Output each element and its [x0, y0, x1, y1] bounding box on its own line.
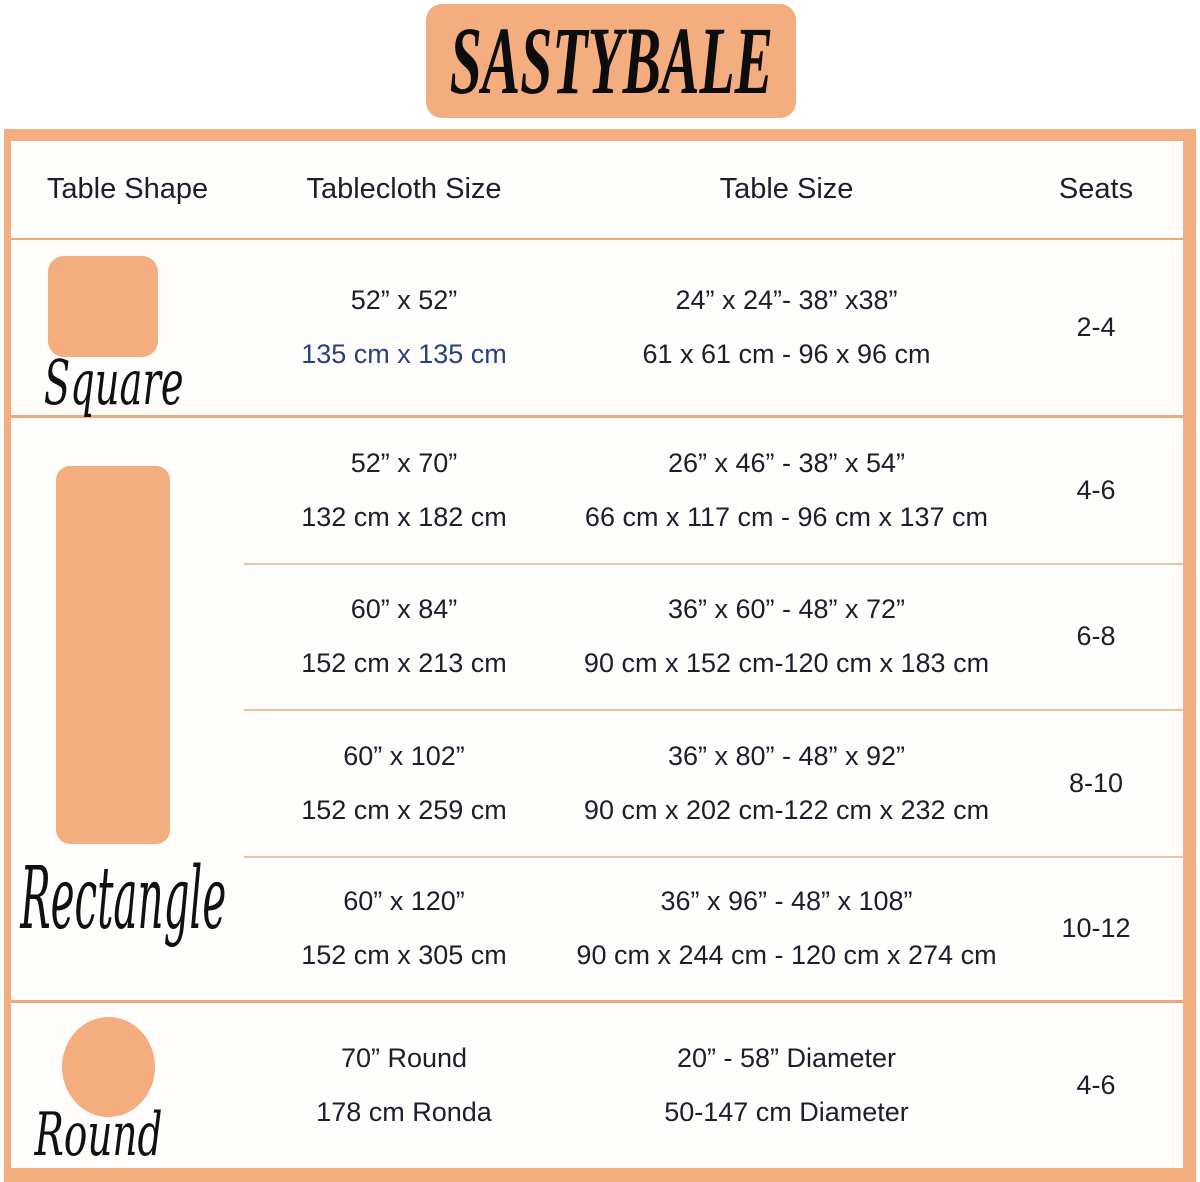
header-seats: Seats — [1009, 141, 1183, 240]
rectangle-seats — [1009, 563, 1183, 709]
seats-value: 10-12 — [1061, 913, 1131, 944]
tablecloth-size-cm: 152 cm x 213 cm — [301, 648, 507, 678]
round-seats — [1009, 1003, 1183, 1168]
tablecloth-size-inches: 52” x 70” — [350, 447, 458, 478]
round-label: Round — [34, 1100, 163, 1170]
table-size-cm: 90 cm x 152 cm-120 cm x 183 cm — [583, 648, 990, 678]
header-tablecloth-size: Tablecloth Size — [244, 141, 564, 240]
rectangle-seats — [1009, 418, 1183, 563]
size-chart-table — [4, 129, 1196, 1182]
table-size-cm: 66 cm x 117 cm - 96 cm x 137 cm — [584, 501, 989, 532]
tablecloth-size-inches: 52” x 52” — [350, 284, 458, 315]
tablecloth-size-cm: 132 cm x 182 cm — [301, 501, 507, 532]
rectangle-seats — [1009, 856, 1183, 1003]
tablecloth-size-cm: 135 cm x 135 cm — [301, 338, 507, 369]
rectangle-label: Rectangle — [20, 849, 227, 949]
brand-name: SASTYBALE — [449, 7, 773, 114]
rectangle-table-size — [564, 856, 1009, 1003]
tablecloth-size-inches: 60” x 120” — [343, 886, 465, 917]
tablecloth-size-cm: 178 cm Ronda — [316, 1096, 492, 1127]
rectangle-table-size — [564, 709, 1009, 856]
header-table-size: Table Size — [564, 141, 1009, 240]
square-shape-icon — [48, 256, 158, 357]
rectangle-shape-cell — [11, 418, 244, 1003]
tablecloth-size-cm: 152 cm x 259 cm — [301, 794, 507, 825]
table-size-inches: 24” x 24”- 38” x38” — [675, 284, 898, 315]
round-shape-cell — [11, 1003, 244, 1168]
square-tablecloth-size — [244, 240, 564, 418]
tablecloth-size-inches: 70” Round — [340, 1042, 468, 1073]
rectangle-seats — [1009, 709, 1183, 856]
table-size-inches: 36” x 80” - 48” x 92” — [667, 740, 906, 771]
table-size-inches: 36” x 60” - 48” x 72” — [667, 594, 906, 625]
table-size-cm: 50-147 cm Diameter — [664, 1096, 909, 1127]
square-label: Square — [43, 346, 184, 419]
rectangle-tablecloth-size — [244, 563, 564, 709]
tablecloth-size-cm: 152 cm x 305 cm — [301, 940, 507, 970]
round-tablecloth-size — [244, 1003, 564, 1168]
rectangle-tablecloth-size — [244, 856, 564, 1003]
square-seats — [1009, 240, 1183, 418]
rectangle-table-size — [564, 418, 1009, 563]
square-table-size — [564, 240, 1009, 418]
brand-banner — [426, 4, 796, 118]
rectangle-tablecloth-size — [244, 418, 564, 563]
round-table-size — [564, 1003, 1009, 1168]
table-size-cm: 90 cm x 202 cm-122 cm x 232 cm — [583, 794, 990, 825]
header-table-shape: Table Shape — [11, 141, 244, 240]
rectangle-tablecloth-size — [244, 709, 564, 856]
seats-value: 8-10 — [1068, 767, 1124, 798]
size-chart-grid — [11, 141, 1183, 1168]
rectangle-table-size — [564, 563, 1009, 709]
seats-value: 4-6 — [1076, 474, 1116, 505]
seats-value: 6-8 — [1076, 621, 1116, 652]
seats-value: 2-4 — [1076, 311, 1116, 342]
table-size-cm: 61 x 61 cm - 96 x 96 cm — [642, 338, 931, 369]
table-size-inches: 26” x 46” - 38” x 54” — [667, 447, 906, 478]
seats-value: 4-6 — [1076, 1069, 1116, 1100]
square-shape-cell — [11, 240, 244, 418]
tablecloth-size-inches: 60” x 84” — [350, 594, 458, 625]
rectangle-shape-icon — [56, 466, 170, 844]
tablecloth-size-inches: 60” x 102” — [343, 740, 465, 771]
table-size-cm: 90 cm x 244 cm - 120 cm x 274 cm — [576, 940, 997, 970]
table-size-inches: 20” - 58” Diameter — [676, 1042, 897, 1073]
table-size-inches: 36” x 96” - 48” x 108” — [660, 886, 913, 917]
